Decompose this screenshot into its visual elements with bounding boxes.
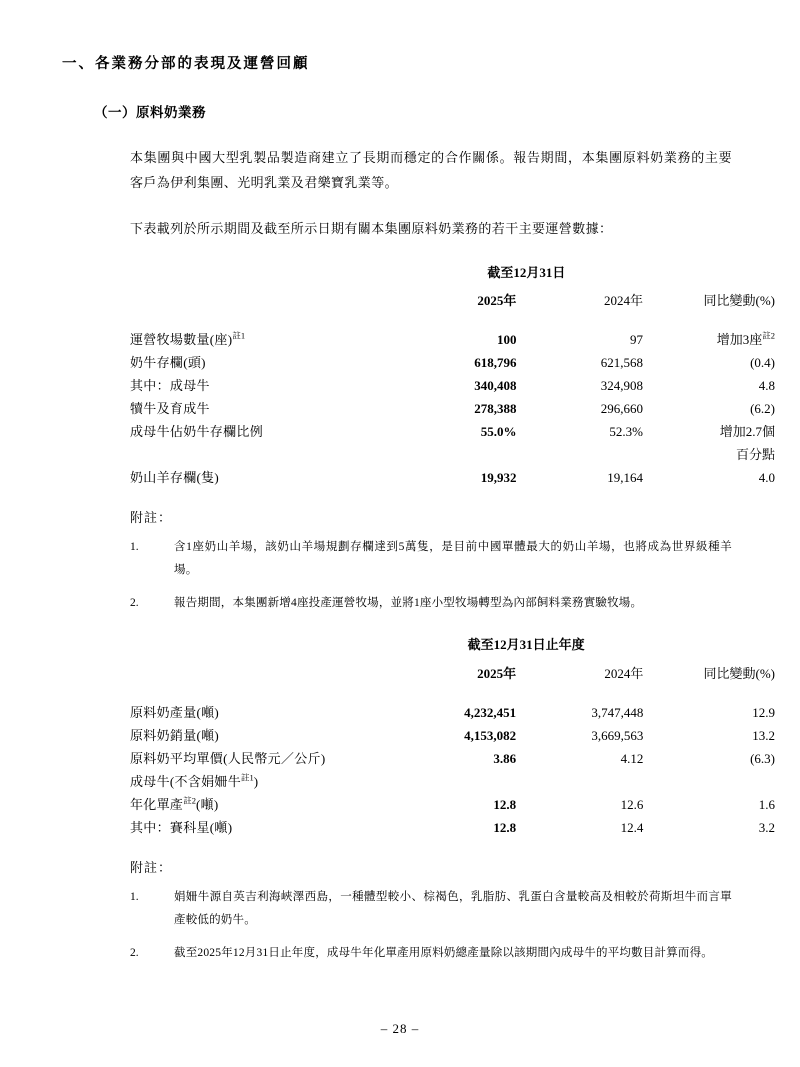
- list-item: [130, 886, 732, 932]
- row-label: 奶山羊存欄(隻): [130, 470, 220, 486]
- notes-label-1: 附註：: [130, 510, 173, 526]
- table-header-row: [130, 289, 775, 312]
- table-row: [130, 770, 775, 793]
- row-value-prior: 12.4: [620, 819, 644, 835]
- list-item: [130, 942, 732, 965]
- table-row: [130, 443, 775, 466]
- table-row: [130, 328, 775, 351]
- table-row: [130, 701, 775, 724]
- list-item: [130, 592, 732, 615]
- table-spacer: [130, 685, 775, 701]
- table-row: [130, 420, 775, 443]
- table-header-year-prior: 2024年: [604, 665, 644, 681]
- table-header-year-prior: 2024年: [603, 293, 643, 309]
- note-text: 報告期間，本集團新增4座投產運營牧場，並將1座小型牧場轉型為內部飼料業務實驗牧場。: [174, 597, 643, 610]
- row-value-prior: 3,669,563: [591, 727, 644, 743]
- table-row: [130, 397, 775, 420]
- row-value-change: [655, 328, 775, 351]
- row-label-suffix: ): [253, 773, 259, 789]
- table-header-blank-3: [130, 662, 403, 685]
- row-value-current: 19,932: [480, 470, 517, 486]
- table-header-blank-2: [655, 633, 775, 661]
- table-row: [130, 466, 775, 489]
- row-label: 原料奶平均單價(人民幣元／公斤): [130, 750, 326, 766]
- row-label-text: 年化單產: [130, 796, 184, 812]
- row-label-suffix: (噸): [195, 796, 219, 812]
- table-header-change: 同比變動(%): [703, 293, 775, 309]
- row-value-change: 增加2.7個: [719, 424, 775, 440]
- row-label: 其中：賽科星(噸): [130, 819, 233, 835]
- row-label: [130, 793, 403, 816]
- table-header-span-row: [130, 261, 775, 289]
- row-value-current: 4,232,451: [464, 704, 517, 720]
- row-value-current: 3.86: [493, 750, 517, 766]
- note-number: 2.: [130, 946, 139, 959]
- row-label: 奶牛存欄(頭): [130, 355, 206, 371]
- table-operating-data: [130, 261, 775, 489]
- table-spacer: [130, 312, 775, 328]
- row-value-current: 100: [496, 332, 517, 348]
- table-row: [130, 351, 775, 374]
- paragraph-business-overview: 本集團與中國大型乳製品製造商建立了長期而穩定的合作關係。報告期間，本集團原料奶業務的主要客戶為伊利集團、光明乳業及君樂寶乳業等。: [130, 150, 732, 191]
- row-label: [130, 443, 404, 466]
- row-value-change: (6.3): [750, 750, 775, 766]
- table-header-period: 截至12月31日止年度: [467, 637, 585, 653]
- row-label: 原料奶銷量(噸): [130, 727, 220, 743]
- row-label-text: 成母牛(不含娟姍牛: [130, 773, 242, 789]
- row-change-note: 註2: [762, 330, 775, 341]
- row-value-prior: 19,164: [607, 470, 643, 486]
- note-text: 娟姍牛源自英吉利海峽澤西島，一種體型較小、棕褐色，乳脂肪、乳蛋白含量較高及相較於荷斯坦牛而言單產較低的奶牛。: [174, 890, 732, 926]
- row-label-note: 註1: [241, 772, 254, 783]
- row-value-current: 278,388: [474, 401, 517, 417]
- row-label: 其中：成母牛: [130, 378, 210, 394]
- row-value-change: 1.6: [758, 796, 775, 812]
- row-value-change: 3.2: [758, 819, 775, 835]
- row-value-prior: [530, 770, 655, 793]
- sub-section-title: （一）原料奶業務: [94, 105, 206, 120]
- table-header-year-current: 2025年: [477, 293, 517, 309]
- note-text: 含1座奶山羊場，該奶山羊場規劃存欄達到5萬隻，是目前中國單體最大的奶山羊場，也將成為世界級種羊場。: [174, 541, 732, 577]
- section-title: 一、各業務分部的表現及運營回顧: [62, 56, 310, 72]
- row-label-note: 註1: [232, 330, 246, 341]
- notes-label-2: 附註：: [130, 859, 173, 875]
- table-header-blank: [130, 633, 403, 661]
- row-value-current: 4,153,082: [464, 727, 517, 743]
- note-number: 1.: [130, 541, 139, 554]
- table-header-row: [130, 662, 775, 685]
- row-value-current: 55.0%: [480, 424, 517, 440]
- row-label: 原料奶產量(噸): [130, 704, 220, 720]
- row-value-current: [403, 770, 530, 793]
- row-label-note: 註2: [183, 795, 196, 806]
- row-value-prior: 12.6: [620, 796, 644, 812]
- row-value-change: 13.2: [752, 727, 775, 743]
- row-value-change: 4.8: [758, 378, 775, 394]
- row-value-change: [655, 770, 775, 793]
- row-value-current: 12.8: [493, 796, 517, 812]
- row-label: [130, 770, 403, 793]
- row-value-change: 百分點: [735, 447, 775, 463]
- table-header-change: 同比變動(%): [703, 665, 775, 681]
- row-value-change: 12.9: [752, 704, 775, 720]
- row-value-current: 340,408: [474, 378, 517, 394]
- notes-list-1: [58, 536, 742, 615]
- note-text: 截至2025年12月31日止年度，成母牛年化單產用原料奶總產量除以該期間內成母牛的平均數目計算而得。: [174, 946, 713, 959]
- table-header-span-row: [130, 633, 775, 661]
- row-value-prior: 97: [630, 332, 643, 348]
- table-row: [130, 724, 775, 747]
- note-number: 1.: [130, 890, 139, 903]
- page-number: – 28 –: [380, 1021, 420, 1036]
- row-label: 成母牛佔奶牛存欄比例: [130, 424, 264, 440]
- table-header-blank-2: [655, 261, 775, 289]
- table-header-blank-3: [130, 289, 404, 312]
- row-value-prior: [530, 443, 655, 466]
- row-label: [130, 328, 404, 351]
- note-number: 2.: [130, 597, 139, 610]
- row-value-change: 4.0: [758, 470, 775, 486]
- notes-list-2: [58, 886, 742, 965]
- table-header-blank: [130, 261, 404, 289]
- row-value-prior: 296,660: [600, 401, 643, 417]
- row-value-change: (6.2): [750, 401, 775, 417]
- table-production-data: [130, 633, 775, 838]
- table-row: [130, 374, 775, 397]
- row-value-current: 618,796: [474, 355, 517, 371]
- table-row: [130, 747, 775, 770]
- row-label: 犢牛及育成牛: [130, 401, 210, 417]
- row-value-current: 12.8: [493, 819, 517, 835]
- row-value-prior: 621,568: [600, 355, 643, 371]
- table-row: [130, 816, 775, 839]
- row-label-text: 運營牧場數量(座): [130, 332, 233, 348]
- list-item: [130, 536, 732, 582]
- table-header-year-current: 2025年: [477, 665, 517, 681]
- row-value-prior: 3,747,448: [591, 704, 644, 720]
- table-row: [130, 793, 775, 816]
- row-value-prior: 4.12: [620, 750, 644, 766]
- paragraph-table-intro: 下表載列於所示期間及截至所示日期有關本集團原料奶業務的若干主要運營數據：: [130, 220, 613, 236]
- row-value-prior: 324,908: [600, 378, 643, 394]
- row-value-current: [404, 443, 531, 466]
- row-value-change: (0.4): [750, 355, 775, 371]
- table-header-period: 截至12月31日: [487, 265, 566, 281]
- row-value-prior: 52.3%: [609, 424, 643, 440]
- row-change-text: 增加3座: [716, 332, 763, 348]
